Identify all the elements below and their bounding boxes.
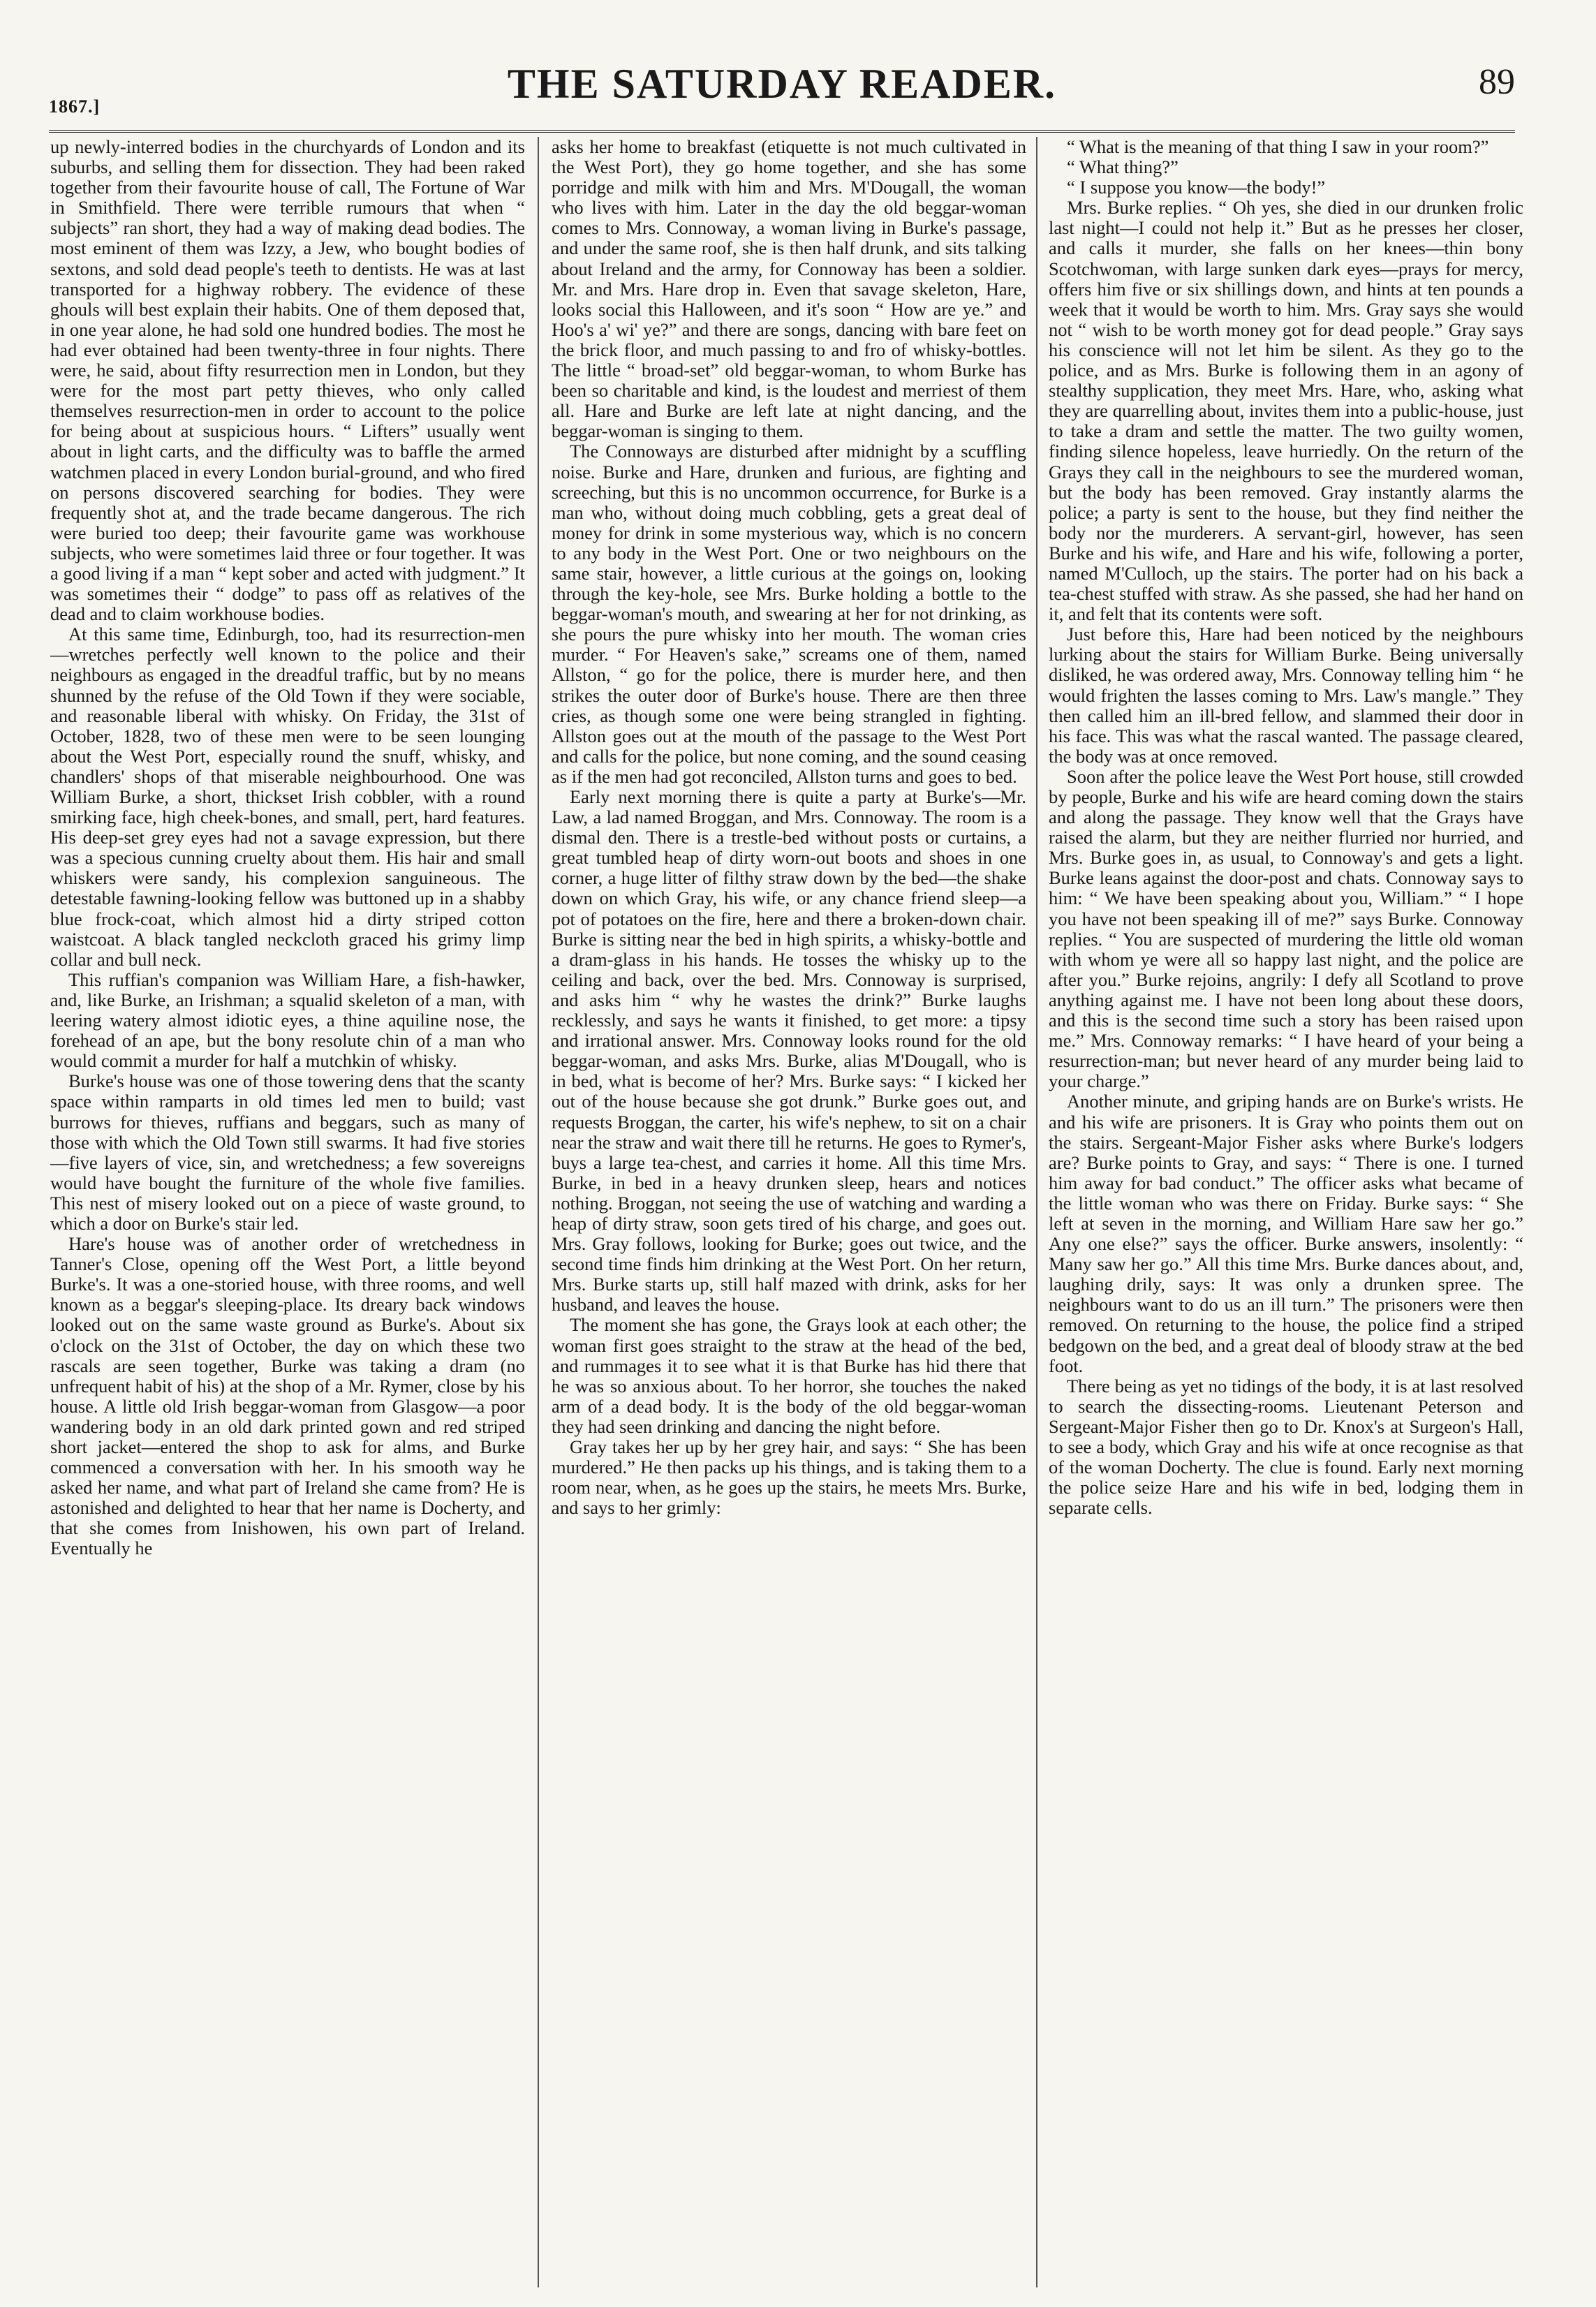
text-column-1 xyxy=(50,137,525,2287)
paragraph: “ I suppose you know—the body!” xyxy=(1067,177,1326,198)
column-divider xyxy=(1036,137,1037,2287)
paragraph: At this same time, Edinburgh, too, had its resurrection-men—wretches perfectly well known to the police and their neighbours as engaged in the dreadful traffic, but by no means shunned by the refuse of the Old Town if they were sociable, and reasonable liberal with whisky. On Friday, the 31st of October, 1828, two of these men were to be seen lounging about the West Port, especially round the snuff, whisky, and chandlers' shops of that miserable neighbourhood. One was William Burke, a short, thickset Irish cobbler, with a round smirking face, high cheek-bones, and small, pert, hard features. His deep-set grey eyes had not a savage expression, but there was a specious cunning cruelty about them. His hair and small whiskers were sandy, his complexion sanguineous. The detestable fawning-looking fellow was buttoned up in a shabby blue frock-coat, which almost hid a dirty striped cotton waistcoat. A black tangled neckcloth graced his grimy limp collar and bull neck. xyxy=(50,624,525,970)
paragraph: “ What is the meaning of that thing I saw in your room?” xyxy=(1067,137,1489,157)
paragraph: There being as yet no tidings of the body, it is at last resolved to search the dissecting-rooms. Lieutenant Peterson and Sergeant-Major Fisher then go to Dr. Knox's at Surgeon's Hall, to see a body, which Gray and his wife at once recognise as that of the woman Docherty. The clue is found. Early next morning the police seize Hare and his wife in bed, lodging them in separate cells. xyxy=(1049,1375,1523,1519)
publication-title: THE SATURDAY READER. xyxy=(507,61,1057,107)
issue-date: 1867.] xyxy=(49,96,101,117)
paragraph: Burke's house was one of those towering dens that the scanty space within ramparts in old times led men to build; vast burrows for thieves, ruffians and beggars, such as many of those with which the Old Town still swarms. It had five stories—five layers of vice, sin, and wretchedness; a few sovereigns would have bought the furniture of the whole five families. This nest of misery looked out on a piece of waste ground, to which a door on Burke's stair led. xyxy=(50,1070,525,1234)
paragraph: “ What thing?” xyxy=(1067,156,1178,178)
paragraph: Hare's house was of another order of wretchedness in Tanner's Close, opening off the West Port, a little beyond Burke's. It was a one-storied house, with three rooms, and well known as a beggar's sleeping-place. Its dreary back windows looked out on the same waste ground as Burke's. About six o'clock on the 31st of October, the day on which these two rascals are seen together, Burke was taking a dram (no unfrequent habit of his) at the shop of a Mr. Rymer, close by his house. A little old Irish beggar-woman from Glasgow—a poor wandering body in an old dark printed gown and red striped short jacket—entered the shop to ask for alms, and Burke commenced a conversation with her. In his smooth way he asked her name, and what part of Ireland she came from? He is astonished and delighted to hear that her name is Docherty, and that she comes from Inishowen, his own part of Ireland. Eventually he xyxy=(50,1233,525,1559)
paragraph: up newly-interred bodies in the churchyards of London and its suburbs, and selling them for dissection. They had been raked together from their favourite house of call, The Fortune of War in Smithfield. There were terrible rumours that when “ subjects” ran short, they had a way of making dead bodies. The most eminent of them was Izzy, a Jew, who bought bodies of sextons, and sold dead people's teeth to dentists. He was at last transported for a highway robbery. The evidence of these ghouls will best explain their habits. One of them deposed that, in one year alone, he had sold one hundred bodies. The most he had ever obtained had been twenty-three in four nights. There were, he said, about fifty resurrection men in London, but they were for the most part petty thieves, who only called themselves resurrection-men in order to account to the police for being about at suspicious hours. “ Lifters” usually went about in light carts, and the difficulty was to baffle the armed watchmen placed in every London burial-ground, and who fired on persons discovered searching for bodies. They were frequently shot at, and the trade became dangerous. The rich were buried too deep; their favourite game was workhouse subjects, who were sometimes laid three or four together. It was a good living if a man “ kept sober and acted with judgment.” It was sometimes their “ dodge” to pass off as relatives of the dead and to claim workhouse bodies. xyxy=(50,137,525,625)
paragraph: Mrs. Burke replies. “ Oh yes, she died in our drunken frolic last night—I could not help it.” But as he presses her closer, and calls it murder, she falls on her knees—thin bony Scotchwoman, with large sunken dark eyes—prays for mercy, offers him five or six shillings down, and hints at ten pounds a week that it would be worth to him. Mrs. Gray says she would not “ wish to be worth money got for dead people.” Gray says his conscience will not let him be silent. As they go to the police, and as Mrs. Burke is following them in an agony of stealthy supplication, they meet Mrs. Hare, who, asking what they are quarrelling about, invites them into a public-house, just to take a dram and settle the matter. The two guilty women, finding silence hopeless, leave hurriedly. On the return of the Grays they call in the neighbours to see the murdered woman, but the body has been removed. Gray instantly alarms the police; a party is sent to the house, but they find neither the body nor the murderers. A servant-girl, however, has seen Burke and his wife, and Hare and his wife, following a porter, named M'Culloch, up the stairs. The porter had on his back a tea-chest stuffed with straw. As she passed, she had her hand on it, and felt that its contents were soft. xyxy=(1049,197,1523,625)
paragraph: Soon after the police leave the West Port house, still crowded by people, Burke and his wife are heard coming down the stairs and along the passage. They know well that the Grays have raised the alarm, but they are neither flurried nor hurried, and Mrs. Burke goes in, as usual, to Connoway's and gets a light. Burke leans against the door-post and chats. Connoway says to him: “ We have been speaking about you, William.” “ I hope you have not been speaking ill of me?” says Burke. Connoway replies. “ You are suspected of murdering the little old woman with whom ye were all so happy last night, and the police are after you.” Burke rejoins, angrily: I defy all Scotland to prove anything against me. I have not been long about these doors, and this is the second time such a story has been raised upon me.” Mrs. Connoway remarks: “ I have heard of your being a resurrection-man; but never heard of any murder being laid to your charge.” xyxy=(1049,765,1523,1092)
text-column-3 xyxy=(1049,137,1523,2287)
paragraph: Gray takes her up by her grey hair, and says: “ She has been murdered.” He then packs up his things, and is taking them to a room near, when, as he goes up the stairs, he meets Mrs. Burke, and says to her grimly: xyxy=(552,1436,1026,1519)
paragraph: The Connoways are disturbed after midnight by a scuffling noise. Burke and Hare, drunken and furious, are fighting and screeching, but this is no uncommon occurrence, for Burke is a man who, without doing much cobbling, gets a great deal of money for drink in some mysterious way, which is no concern to any body in the West Port. One or two neighbours on the same stair, however, a little curious at the goings on, looking through the key-hole, see Mrs. Burke holding a bottle to the beggar-woman's mouth, and swearing at her for not drinking, as she pours the pure whisky into her mouth. The woman cries murder. “ For Heaven's sake,” screams one of them, named Allston, “ go for the police, there is murder here, and then strikes the outer door of Burke's house. There are then three cries, as though some one were being strangled in fighting. Allston goes out at the mouth of the passage to the West Port and calls for the police, but none coming, and the sound ceasing as if the men had got reconciled, Allston turns and goes to bed. xyxy=(552,441,1026,787)
masthead xyxy=(49,54,1515,138)
paragraph: asks her home to breakfast (etiquette is not much cultivated in the West Port), they go home together, and she has some porridge and milk with him and Mrs. M'Dougall, the woman who lives with him. Later in the day the old beggar-woman comes to Mrs. Connoway, a woman living in Burke's passage, and under the same roof, she is then half drunk, and sits talking about Ireland and the army, for Connoway has been a soldier. Mr. and Mrs. Hare drop in. Even that savage skeleton, Hare, looks social this Halloween, and it's soon “ How are ye.” and Hoo's a' wi' ye?” and there are songs, dancing with bare feet on the brick floor, and much passing to and fro of whisky-bottles. The little “ broad-set” old beggar-woman, to whom Burke has been so charitable and kind, is the loudest and merriest of them all. Hare and Burke are left late at night dancing, and the beggar-woman is singing to them. xyxy=(552,137,1026,442)
paragraph: Early next morning there is quite a party at Burke's—Mr. Law, a lad named Broggan, and Mrs. Connoway. The room is a dismal den. There is a trestle-bed without posts or curtains, a great tumbled heap of dirty worn-out boots and shoes in one corner, a huge litter of filthy straw down by the bed—the shake down on which Gray, his wife, or any chance friend sleep—a pot of potatoes on the fire, here and there a broken-down chair. Burke is sitting near the bed in high spirits, a whisky-bottle and a dram-glass in his hands. He tosses the whisky up to the ceiling and back, over the bed. Mrs. Connoway is surprised, and asks him “ why he wastes the drink?” Burke laughs recklessly, and says he wants it finished, to get more: a tipsy and irrational answer. Mrs. Connoway looks round for the old beggar-woman, and asks Mrs. Burke, alias M'Dougall, who is in bed, what is become of her? Mrs. Burke says: “ I kicked her out of the house because she got drunk.” Burke goes out, and requests Broggan, the carter, his wife's nephew, to sit on a chair near the straw and wait there till he returns. He goes to Rymer's, buys a large tea-chest, and carries it home. All this time Mrs. Burke, in bed in a heavy drunken sleep, hears and notices nothing. Broggan, not seeing the use of watching and warding a heap of dirty straw, soon gets tired of his charge, and goes out. Mrs. Gray follows, looking for Burke; goes out twice, and the second time finds him drinking at the West Port. On her return, Mrs. Burke starts up, still half mazed with drink, asks for her husband, and leaves the house. xyxy=(552,786,1026,1315)
text-column-2 xyxy=(552,137,1026,2287)
paragraph: Just before this, Hare had been noticed by the neighbours lurking about the stairs for William Burke. Being universally disliked, he was ordered away, Mrs. Connoway telling him “ he would frighten the lasses coming to Mrs. Law's mangle.” They then called him an ill-bred fellow, and slammed their door in his face. This was what the rascal wanted. The passage cleared, the body was at once removed. xyxy=(1049,624,1523,767)
paragraph: This ruffian's companion was William Hare, a fish-hawker, and, like Burke, an Irishman; a squalid skeleton of a man, with leering watery almost idiotic eyes, a thine aquiline nose, the forehead of an ape, but the bony resolute chin of a man who would commit a murder for half a mutchkin of whisky. xyxy=(50,968,525,1072)
paragraph: The moment she has gone, the Grays look at each other; the woman first goes straight to the straw at the head of the bed, and rummages it to see what it is that Burke has hid there that he was so anxious about. To her horror, she touches the naked arm of a dead body. It is the body of the old beggar-woman they had seen drinking and dancing the night before. xyxy=(552,1314,1026,1437)
paragraph: Another minute, and griping hands are on Burke's wrists. He and his wife are prisoners. It is Gray who points them out on the stairs. Sergeant-Major Fisher asks where Burke's lodgers are? Burke points to Gray, and says: “ There is one. I turned him away for bad conduct.” The officer asks what became of the little woman who was there on Friday. Burke says: “ She left at seven in the morning, and William Hare saw her go.” Any one else?” says the officer. Burke answers, insolently: “ Many saw her go.” All this time Mrs. Burke dances about, and, laughing drily, says: It was only a drunken spree. The neighbours want to do us an ill turn.” The prisoners were then removed. On returning to the house, the police find a striped bedgown on the bed, and a great deal of bloody straw at the bed foot. xyxy=(1049,1091,1523,1376)
header-rule xyxy=(49,130,1515,133)
page-number: 89 xyxy=(1479,62,1515,102)
column-divider xyxy=(538,137,539,2287)
